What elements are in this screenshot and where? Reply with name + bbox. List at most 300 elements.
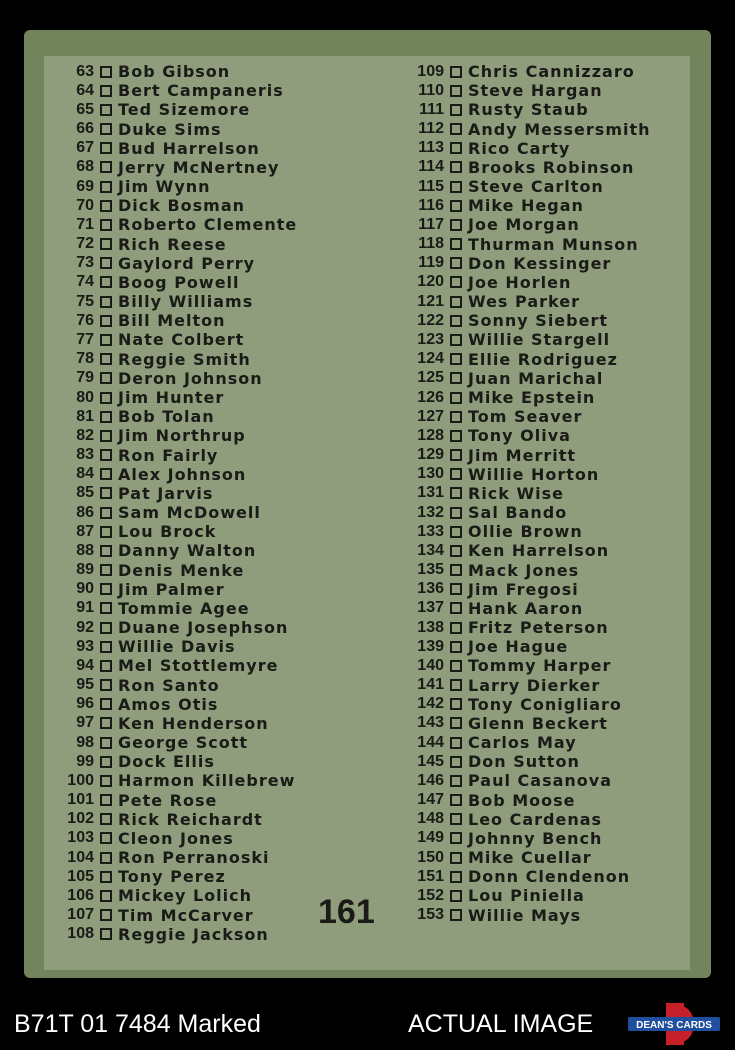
- player-name: Jim Northrup: [118, 426, 246, 446]
- checkbox[interactable]: [450, 507, 462, 519]
- card-num: 81: [76, 407, 94, 425]
- checklist-row: [64, 139, 297, 158]
- checkbox[interactable]: [100, 545, 112, 557]
- checklist-row: [408, 791, 651, 810]
- checkbox[interactable]: [100, 392, 112, 404]
- checkbox[interactable]: [450, 238, 462, 250]
- card-num: 150: [417, 848, 444, 866]
- checkbox[interactable]: [450, 890, 462, 902]
- checklist-row: [408, 503, 651, 522]
- checklist-row: [64, 829, 297, 848]
- player-name: Danny Walton: [118, 541, 257, 561]
- checklist-row: [64, 484, 297, 503]
- checklist-row: [408, 695, 651, 714]
- checklist-row: [408, 426, 651, 445]
- card-num: 109: [417, 62, 444, 80]
- player-name: Reggie Jackson: [118, 924, 269, 944]
- checklist-row: [408, 906, 651, 925]
- checklist-row: [64, 599, 297, 618]
- checkbox[interactable]: [450, 813, 462, 825]
- player-name: Denis Menke: [118, 560, 245, 580]
- checklist-row: [408, 637, 651, 656]
- checkbox[interactable]: [450, 545, 462, 557]
- checkbox[interactable]: [450, 430, 462, 442]
- player-name: Willie Horton: [468, 464, 600, 484]
- checklist-row: [408, 560, 651, 579]
- checkbox[interactable]: [450, 526, 462, 538]
- player-name: Bob Gibson: [118, 62, 231, 82]
- checkbox[interactable]: [450, 660, 462, 672]
- card-num: 99: [76, 752, 94, 770]
- checklist-row: [64, 215, 297, 234]
- checkbox[interactable]: [450, 468, 462, 480]
- card-num: 118: [418, 235, 444, 253]
- card-num: 131: [417, 484, 444, 502]
- checklist-row: [64, 81, 297, 100]
- checkbox[interactable]: [450, 909, 462, 921]
- checklist-row: [64, 867, 297, 886]
- checkbox[interactable]: [450, 66, 462, 78]
- checklist-row: [408, 196, 651, 215]
- player-name: Bert Campaneris: [118, 81, 284, 101]
- player-name: Ron Fairly: [118, 445, 219, 465]
- player-name: Mike Cuellar: [468, 848, 592, 868]
- checklist-row: [64, 196, 297, 215]
- checkbox[interactable]: [100, 890, 112, 902]
- player-name: Willie Stargell: [468, 330, 611, 350]
- checkbox[interactable]: [100, 315, 112, 327]
- player-name: Jerry McNertney: [118, 157, 280, 177]
- checklist-row: [64, 350, 297, 369]
- card-num: 122: [417, 311, 444, 329]
- checkbox[interactable]: [450, 832, 462, 844]
- card-num: 105: [67, 867, 94, 885]
- player-name: Brooks Robinson: [468, 157, 635, 177]
- footer-right-caption: ACTUAL IMAGE: [408, 1010, 594, 1038]
- player-name: Rick Wise: [468, 483, 565, 503]
- checklist-row: [408, 541, 651, 560]
- card-num: 77: [76, 330, 94, 348]
- checkbox[interactable]: [450, 296, 462, 308]
- checkbox[interactable]: [100, 276, 112, 288]
- checklist-row: [64, 292, 297, 311]
- card-num: 103: [67, 829, 94, 847]
- player-name: Bob Moose: [468, 790, 576, 810]
- checkbox[interactable]: [450, 123, 462, 135]
- checkbox[interactable]: [100, 852, 112, 864]
- checkbox[interactable]: [100, 468, 112, 480]
- checklist-row: [408, 848, 651, 867]
- checklist-row: [64, 695, 297, 714]
- player-name: Don Sutton: [468, 752, 580, 772]
- checklist-row: [408, 100, 651, 119]
- card-num: 151: [417, 867, 444, 885]
- card-num: 137: [417, 599, 444, 617]
- checkbox[interactable]: [100, 353, 112, 365]
- checklist-row: [408, 714, 651, 733]
- checkbox[interactable]: [450, 200, 462, 212]
- player-name: Joe Hague: [468, 637, 569, 657]
- checkbox[interactable]: [100, 372, 112, 384]
- checkbox[interactable]: [100, 161, 112, 173]
- checklist-row: [408, 158, 651, 177]
- checkbox[interactable]: [450, 85, 462, 97]
- checklist-row: [64, 120, 297, 139]
- checkbox[interactable]: [100, 142, 112, 154]
- card-num: 135: [417, 561, 444, 579]
- player-name: Paul Casanova: [468, 771, 613, 791]
- checkbox[interactable]: [100, 257, 112, 269]
- checkbox[interactable]: [450, 411, 462, 423]
- card-num: 116: [418, 196, 444, 214]
- card-num: 79: [76, 369, 94, 387]
- checkbox[interactable]: [100, 238, 112, 250]
- checklist-row: [64, 503, 297, 522]
- checklist-row: [64, 676, 297, 695]
- card-num: 87: [76, 522, 94, 540]
- checkbox[interactable]: [100, 411, 112, 423]
- player-name: Reggie Smith: [118, 349, 251, 369]
- checkbox[interactable]: [450, 392, 462, 404]
- player-name: Mel Stottlemyre: [118, 656, 279, 676]
- checklist-row: [408, 867, 651, 886]
- card-num: 129: [417, 446, 444, 464]
- checklist-row: [408, 311, 651, 330]
- player-name: Rich Reese: [118, 234, 227, 254]
- card-number: 161: [318, 893, 375, 931]
- player-name: Willie Mays: [468, 905, 582, 925]
- card-num: 93: [76, 637, 94, 655]
- checklist-row: [408, 465, 651, 484]
- card-num: 110: [418, 81, 444, 99]
- card-num: 115: [418, 177, 444, 195]
- checklist-row: [408, 580, 651, 599]
- checkbox[interactable]: [100, 526, 112, 538]
- checkbox[interactable]: [100, 66, 112, 78]
- card-num: 74: [76, 273, 94, 291]
- checklist-row: [408, 388, 651, 407]
- checkbox[interactable]: [100, 85, 112, 97]
- player-name: Ted Sizemore: [118, 100, 251, 120]
- checkbox[interactable]: [100, 219, 112, 231]
- checklist-row: [408, 254, 651, 273]
- checklist-row: [408, 139, 651, 158]
- checklist-row: [64, 618, 297, 637]
- checkbox[interactable]: [450, 679, 462, 691]
- player-name: Ken Henderson: [118, 713, 269, 733]
- card-num: 97: [76, 714, 94, 732]
- checkbox[interactable]: [100, 200, 112, 212]
- player-name: Glenn Beckert: [468, 713, 608, 733]
- player-name: Boog Powell: [118, 272, 240, 292]
- checklist-row: [64, 407, 297, 426]
- card-num: 80: [76, 388, 94, 406]
- checklist-row: [64, 426, 297, 445]
- checklist-row: [64, 158, 297, 177]
- card-num: 128: [417, 426, 444, 444]
- checkbox[interactable]: [450, 756, 462, 768]
- card-num: 90: [76, 580, 94, 598]
- checkbox[interactable]: [100, 104, 112, 116]
- checkbox[interactable]: [450, 871, 462, 883]
- checklist-row: [64, 388, 297, 407]
- checkbox[interactable]: [100, 449, 112, 461]
- checkbox[interactable]: [100, 679, 112, 691]
- checklist-row: [408, 177, 651, 196]
- checklist-row: [64, 752, 297, 771]
- player-name: Duane Josephson: [118, 618, 289, 638]
- checklist-row: [64, 656, 297, 675]
- player-name: Juan Marichal: [468, 368, 604, 388]
- checkbox[interactable]: [100, 756, 112, 768]
- checklist-row: [408, 62, 651, 81]
- card-num: 149: [417, 829, 444, 847]
- checkbox[interactable]: [100, 909, 112, 921]
- checklist-row: [408, 273, 651, 292]
- checkbox[interactable]: [100, 775, 112, 787]
- checkbox[interactable]: [450, 372, 462, 384]
- player-name: Cleon Jones: [118, 828, 234, 848]
- card-num: 124: [417, 350, 444, 368]
- card-num: 146: [417, 771, 444, 789]
- checkbox[interactable]: [100, 602, 112, 614]
- checklist-row: [408, 656, 651, 675]
- checklist-row: [64, 848, 297, 867]
- checkbox[interactable]: [100, 622, 112, 634]
- player-name: Pete Rose: [118, 790, 218, 810]
- card-num: 144: [417, 733, 444, 751]
- player-name: Willie Davis: [118, 637, 236, 657]
- player-name: Pat Jarvis: [118, 483, 214, 503]
- player-name: Andy Messersmith: [468, 119, 651, 139]
- player-name: Tony Conigliaro: [468, 694, 622, 714]
- checkbox[interactable]: [100, 794, 112, 806]
- player-name: George Scott: [118, 733, 249, 753]
- checkbox[interactable]: [100, 871, 112, 883]
- checklist-row: [64, 771, 297, 790]
- checkbox[interactable]: [100, 641, 112, 653]
- checklist-row: [64, 177, 297, 196]
- checklist-row: [408, 522, 651, 541]
- checkbox[interactable]: [450, 257, 462, 269]
- player-name: Jim Merritt: [468, 445, 577, 465]
- checklist-row: [408, 292, 651, 311]
- player-name: Nate Colbert: [118, 330, 245, 350]
- checklist-row: [64, 330, 297, 349]
- checkbox[interactable]: [450, 449, 462, 461]
- player-name: Tim McCarver: [118, 905, 254, 925]
- card-num: 130: [417, 465, 444, 483]
- checkbox[interactable]: [100, 430, 112, 442]
- checkbox[interactable]: [450, 775, 462, 787]
- card-num: 83: [76, 446, 94, 464]
- card-num: 112: [418, 120, 444, 138]
- checklist-row: [64, 560, 297, 579]
- player-name: Tony Perez: [118, 867, 226, 887]
- checkbox[interactable]: [450, 737, 462, 749]
- card-num: 94: [76, 656, 94, 674]
- checkbox[interactable]: [100, 717, 112, 729]
- checklist-row: [408, 350, 651, 369]
- card-num: 86: [76, 503, 94, 521]
- checklist-row: [64, 273, 297, 292]
- checkbox[interactable]: [100, 507, 112, 519]
- checkbox[interactable]: [450, 276, 462, 288]
- player-name: Bill Melton: [118, 311, 226, 331]
- player-name: Sam McDowell: [118, 503, 261, 523]
- player-name: Fritz Peterson: [468, 618, 609, 638]
- card-num: 78: [76, 350, 94, 368]
- checkbox[interactable]: [100, 334, 112, 346]
- card-num: 123: [417, 330, 444, 348]
- deans-cards-logo: [628, 1003, 720, 1045]
- player-name: Dick Bosman: [118, 196, 246, 216]
- player-name: Tommy Harper: [468, 656, 612, 676]
- card-num: 126: [417, 388, 444, 406]
- card-num: 100: [67, 771, 94, 789]
- footer-left-caption: B71T 01 7484 Marked: [14, 1010, 261, 1038]
- checkbox[interactable]: [100, 296, 112, 308]
- card-num: 107: [67, 906, 94, 924]
- player-name: Bud Harrelson: [118, 138, 260, 158]
- card-num: 85: [76, 484, 94, 502]
- card-num: 147: [417, 791, 444, 809]
- card-num: 104: [67, 848, 94, 866]
- checkbox[interactable]: [450, 852, 462, 864]
- card-num: 98: [76, 733, 94, 751]
- player-name: Jim Hunter: [118, 388, 225, 407]
- checkbox[interactable]: [450, 334, 462, 346]
- card-num: 136: [417, 580, 444, 598]
- checkbox[interactable]: [100, 181, 112, 193]
- checklist-row: [408, 810, 651, 829]
- checkbox[interactable]: [450, 641, 462, 653]
- checkbox[interactable]: [450, 698, 462, 710]
- checklist-row: [64, 541, 297, 560]
- player-name: Duke Sims: [118, 119, 222, 139]
- player-name: Joe Morgan: [468, 215, 580, 235]
- checkbox[interactable]: [450, 219, 462, 231]
- player-name: Tommie Agee: [118, 598, 250, 618]
- player-name: Jim Fregosi: [468, 579, 579, 599]
- checklist-row: [408, 120, 651, 139]
- card-num: 145: [417, 752, 444, 770]
- player-name: Bob Tolan: [118, 407, 215, 427]
- checklist-row: [64, 637, 297, 656]
- checkbox[interactable]: [450, 564, 462, 576]
- checklist-row: [408, 81, 651, 100]
- card-num: 141: [417, 676, 444, 694]
- card-num: 68: [76, 158, 94, 176]
- checklist-row: [64, 733, 297, 752]
- checklist-row: [408, 618, 651, 637]
- checkbox[interactable]: [450, 315, 462, 327]
- checkbox[interactable]: [450, 602, 462, 614]
- checklist-row: [64, 369, 297, 388]
- checkbox[interactable]: [100, 487, 112, 499]
- checkbox[interactable]: [450, 487, 462, 499]
- checkbox[interactable]: [100, 698, 112, 710]
- player-name: Mike Hegan: [468, 196, 584, 216]
- checkbox[interactable]: [100, 660, 112, 672]
- card-num: 89: [76, 561, 94, 579]
- checkbox[interactable]: [450, 353, 462, 365]
- player-name: Ellie Rodriguez: [468, 349, 618, 369]
- player-name: Mack Jones: [468, 560, 580, 580]
- checkbox[interactable]: [450, 583, 462, 595]
- card-num: 125: [417, 369, 444, 387]
- card-num: 82: [76, 426, 94, 444]
- checkbox[interactable]: [100, 832, 112, 844]
- card-num: 91: [76, 599, 94, 617]
- card-num: 71: [76, 215, 94, 233]
- player-name: Steve Carlton: [468, 177, 604, 197]
- checklist-row: [408, 407, 651, 426]
- card-num: 133: [417, 522, 444, 540]
- checklist-row: [408, 771, 651, 790]
- checklist-row: [64, 311, 297, 330]
- card-num: 142: [417, 695, 444, 713]
- checkbox[interactable]: [100, 583, 112, 595]
- checklist-right-column: [408, 62, 651, 925]
- checklist-row: [64, 235, 297, 254]
- card-num: 132: [417, 503, 444, 521]
- checklist-row: [64, 714, 297, 733]
- card-num: 153: [417, 906, 444, 924]
- player-name: Donn Clendenon: [468, 867, 631, 887]
- player-name: Mike Epstein: [468, 388, 596, 407]
- card-num: 114: [418, 158, 444, 176]
- card-num: 64: [76, 81, 94, 99]
- checkbox[interactable]: [450, 181, 462, 193]
- player-name: Roberto Clemente: [118, 215, 298, 235]
- checkbox[interactable]: [450, 622, 462, 634]
- checkbox[interactable]: [450, 161, 462, 173]
- checkbox[interactable]: [100, 564, 112, 576]
- checkbox[interactable]: [100, 928, 112, 940]
- player-name: Lou Piniella: [468, 886, 585, 906]
- player-name: Leo Cardenas: [468, 809, 603, 829]
- player-name: Lou Brock: [118, 522, 217, 542]
- card-num: 70: [76, 196, 94, 214]
- player-name: Gaylord Perry: [118, 253, 256, 273]
- player-name: Sonny Siebert: [468, 311, 608, 331]
- checklist-row: [408, 752, 651, 771]
- checklist-row: [64, 100, 297, 119]
- checkbox[interactable]: [450, 142, 462, 154]
- player-name: Johnny Bench: [468, 828, 603, 848]
- card-num: 75: [76, 292, 94, 310]
- player-name: Rusty Staub: [468, 100, 589, 120]
- checkbox[interactable]: [450, 104, 462, 116]
- checklist-row: [408, 733, 651, 752]
- checkbox[interactable]: [450, 794, 462, 806]
- checkbox[interactable]: [100, 737, 112, 749]
- checklist-row: [64, 445, 297, 464]
- logo-text: DEAN'S CARDS: [636, 1020, 712, 1031]
- checkbox[interactable]: [100, 813, 112, 825]
- checkbox[interactable]: [450, 717, 462, 729]
- checkbox[interactable]: [100, 123, 112, 135]
- card-num: 148: [417, 810, 444, 828]
- checklist-row: [408, 445, 651, 464]
- checklist-row: [64, 580, 297, 599]
- player-name: Rick Reichardt: [118, 809, 263, 829]
- player-name: Harmon Killebrew: [118, 771, 296, 791]
- card-num: 65: [76, 100, 94, 118]
- player-name: Ron Perranoski: [118, 848, 270, 868]
- checklist-row: [64, 62, 297, 81]
